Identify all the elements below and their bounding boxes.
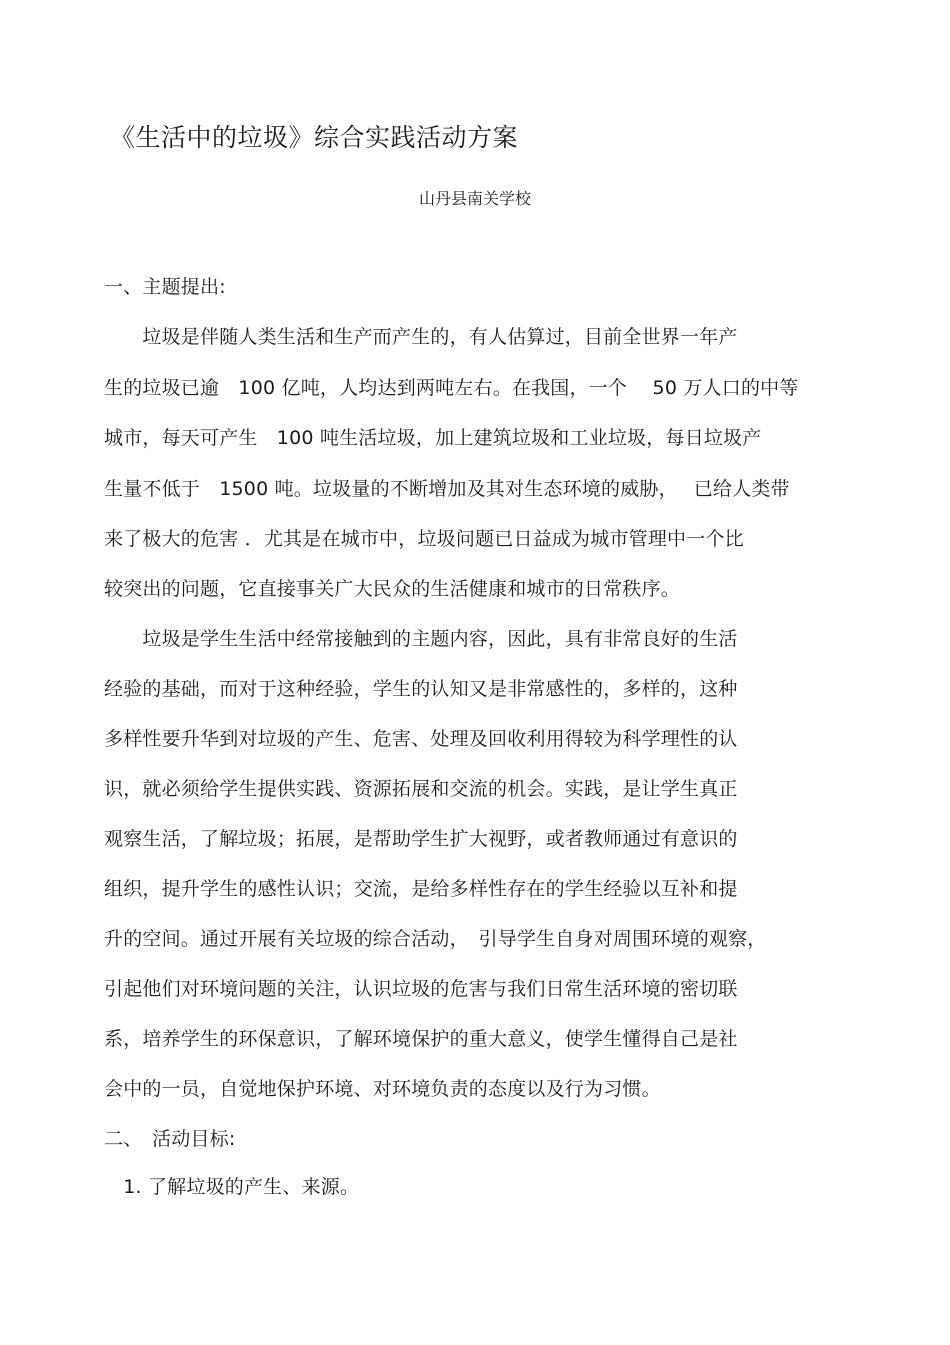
paragraph-line: 生量不低于 1500 吨。垃圾量的不断增加及其对生态环境的威胁， 已给人类带	[104, 478, 790, 500]
paragraph-line: 识，就必须给学生提供实践、资源拓展和交流的机会。实践，是让学生真正	[104, 778, 738, 800]
paragraph-line: 来了极大的危害 ．尤其是在城市中，垃圾问题已日益成为城市管理中一个比	[104, 528, 744, 550]
section-heading-2: 二、 活动目标:	[104, 1128, 236, 1150]
paragraph-line: 生的垃圾已逾 100 亿吨，人均达到两吨左右。在我国，一个 50 万人口的中等	[104, 377, 799, 399]
paragraph-line: 升的空间。通过开展有关垃圾的综合活动， 引导学生自身对周围环境的观察，	[104, 928, 767, 950]
paragraph-line: 引起他们对环境问题的关注，认识垃圾的危害与我们日常生活环境的密切联	[104, 978, 738, 1000]
paragraph-line: 垃圾是学生生活中经常接触到的主题内容，因此，具有非常良好的生活	[104, 628, 738, 650]
list-item: 1. 了解垃圾的产生、来源。	[104, 1176, 360, 1198]
paragraph-line: 系，培养学生的环保意识，了解环境保护的重大意义，使学生懂得自己是社	[104, 1028, 738, 1050]
paragraph-line: 城市，每天可产生 100 吨生活垃圾，加上建筑垃圾和工业垃圾，每日垃圾产	[104, 427, 762, 449]
paragraph-line: 会中的一员，自觉地保护环境、对环境负责的态度以及行为习惯。	[104, 1078, 661, 1100]
paragraph-line: 多样性要升华到对垃圾的产生、危害、处理及回收利用得较为科学理性的认	[104, 728, 738, 750]
paragraph-line: 垃圾是伴随人类生活和生产而产生的，有人估算过，目前全世界一年产	[104, 326, 738, 348]
document-title: 《生活中的垃圾》综合实践活动方案	[110, 123, 519, 152]
section-heading-1: 一、主题提出:	[104, 276, 226, 298]
paragraph-line: 经验的基础，而对于这种经验，学生的认知又是非常感性的，多样的，这种	[104, 678, 738, 700]
paragraph-line: 较突出的问题，它直接事关广大民众的生活健康和城市的日常秩序。	[104, 578, 681, 600]
school-name: 山丹县南关学校	[418, 189, 531, 208]
paragraph-line: 组织，提升学生的感性认识；交流，是给多样性存在的学生经验以互补和提	[104, 878, 738, 900]
paragraph-line: 观察生活，了解垃圾；拓展，是帮助学生扩大视野，或者教师通过有意识的	[104, 828, 738, 850]
